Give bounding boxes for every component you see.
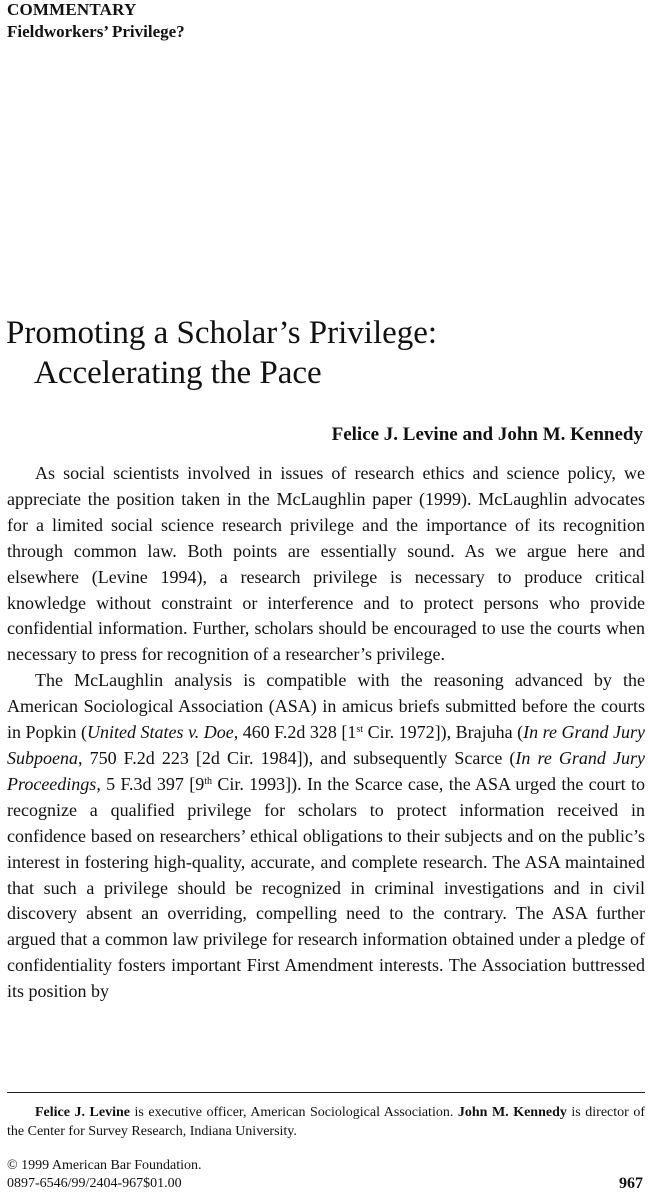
footnote-divider <box>7 1092 645 1093</box>
running-head-topic: Fieldworkers’ Privilege? <box>7 22 185 41</box>
paragraph-text: , 460 F.2d 328 [1 <box>233 722 357 743</box>
paragraph-text: Cir. 1993]). In the Scarce case, the ASA urged the court to recognize a qualified privilege for scholars to protect information received in confidence based on researchers’ ethical obligations to their subjects and on the public’s interest in fostering high-quality, accurate, and complete research. The ASA maintained that such a privilege should be recognized in criminal investigations and in civil discovery absent an overriding, compelling need to the contrary. The ASA further argued that a common law privilege for research information obtained under a pledge of confidentiality fosters important First Amendment interests. The Association buttressed its position by <box>7 773 645 1002</box>
paragraph-text: Cir. 1972]), Brajuha ( <box>363 722 524 743</box>
ordinal-superscript: th <box>204 775 212 787</box>
article-title <box>6 313 646 393</box>
footnote-author-role: is director of the Center for Survey Research, Indiana University. <box>7 1105 645 1139</box>
body-paragraph-2 <box>7 668 645 1005</box>
author-footnote <box>7 1103 645 1141</box>
case-citation: United States v. Doe <box>87 722 234 743</box>
ordinal-superscript: st <box>356 724 364 736</box>
page-number: 967 <box>619 1175 643 1192</box>
footnote-author-name: John M. Kennedy <box>457 1105 567 1120</box>
paragraph-text: , 5 F.3d 397 [9 <box>96 773 205 794</box>
body-paragraph-1: As social scientists involved in issues of research ethics and science policy, we appreciate the position taken in the McLaughlin paper (1999). McLaughlin advocates for a limited social science research privilege and the importance of its recognition through common law. Both points are essentially sound. As we argue here and elsewhere (Levine 1994), a research privilege is necessary to produce critical knowledge without constraint or interference and to protect persons who provide confidential information. Further, scholars should be encouraged to use the courts when necessary to press for recognition of a researcher’s privilege. <box>7 463 645 665</box>
article-title-line-2: Accelerating the Pace <box>34 355 322 391</box>
issn-price-line: 0897-6546/99/2404-967$01.00 <box>7 1176 182 1191</box>
case-citation: In re Grand Jury Subpoena <box>7 722 645 768</box>
paragraph-text: The McLaughlin analysis is compatible with the reasoning advanced by the American Sociological Association (ASA) in amicus briefs submitted before the courts in Popkin ( <box>7 670 645 743</box>
article-body <box>7 461 645 1005</box>
footnote-author-role: is executive officer, American Sociological Association. <box>129 1105 458 1120</box>
case-citation: In re Grand Jury Proceedings <box>7 747 646 794</box>
paragraph-text: , 750 F.2d 223 [2d Cir. 1984]), and subsequently Scarce ( <box>78 747 516 768</box>
article-authors: Felice J. Levine and John M. Kennedy <box>331 424 643 445</box>
article-title-line-1: Promoting a Scholar’s Privilege: <box>6 315 438 351</box>
copyright-notice <box>7 1157 202 1193</box>
copyright-line: © 1999 American Bar Foundation. <box>7 1158 202 1173</box>
footnote-author-name: Felice J. Levine <box>35 1105 130 1120</box>
footnote-text <box>7 1103 645 1141</box>
running-head-section: COMMENTARY <box>7 0 137 19</box>
